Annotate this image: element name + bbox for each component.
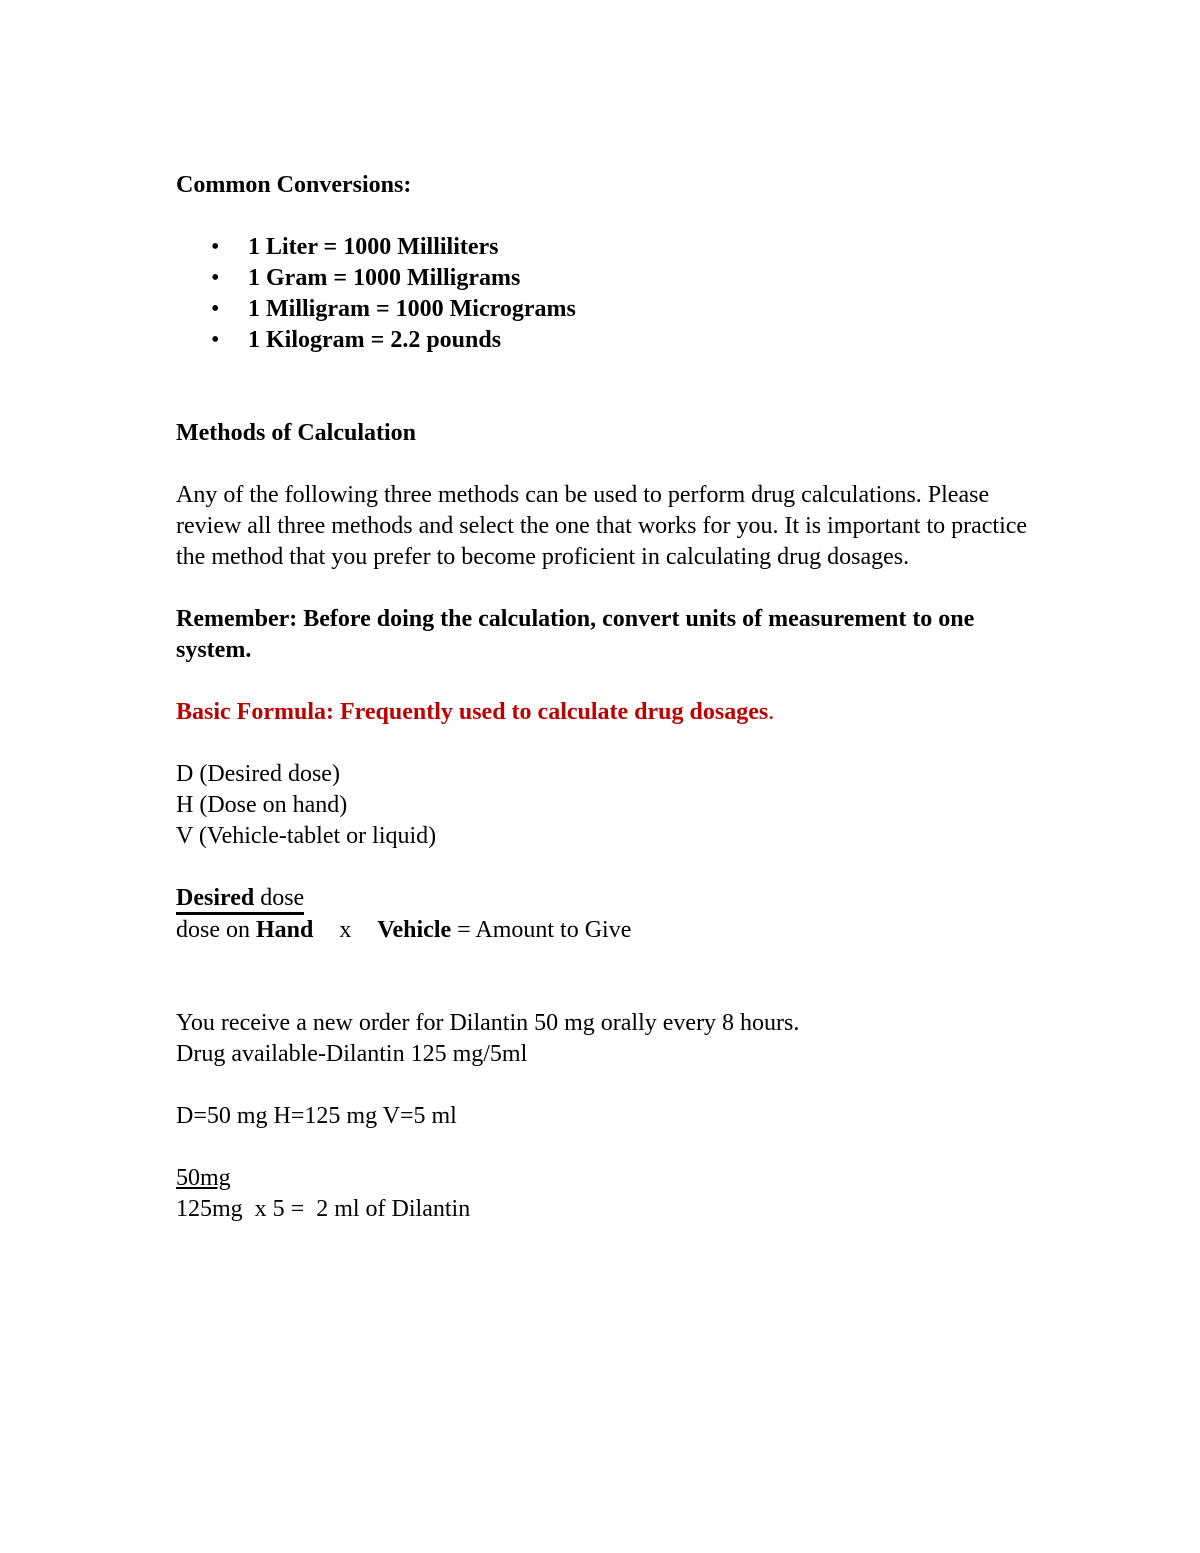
bullet-icon: • [211, 327, 220, 353]
list-item: • 1 Milligram = 1000 Micrograms [176, 294, 1036, 325]
bullet-icon: • [211, 265, 220, 291]
document-page [176, 170, 1036, 1225]
remember-note: Remember: Before doing the calculation, convert units of measurement to one system. [176, 606, 975, 663]
example-result: 125mg x 5 = 2 ml of Dilantin [176, 1196, 471, 1222]
list-item: • 1 Kilogram = 2.2 pounds [176, 325, 1036, 356]
example-values: D=50 mg H=125 mg V=5 ml [176, 1103, 457, 1129]
conversions-heading: Common Conversions: [176, 172, 412, 198]
example-numerator: 50mg [176, 1165, 231, 1191]
definition-vehicle: V (Vehicle-tablet or liquid) [176, 823, 437, 849]
bullet-icon: • [211, 234, 220, 260]
methods-intro: Any of the following three methods can be used to perform drug calculations. Please review all three methods and select the one that works for you. It is important to practice the method that you prefer to become proficient in calculating drug dosages. [176, 482, 1028, 570]
bullet-icon: • [211, 296, 220, 322]
list-item: • 1 Gram = 1000 Milligrams [176, 263, 1036, 294]
conversions-list [176, 232, 1036, 356]
methods-heading: Methods of Calculation [176, 420, 416, 446]
formula-denominator: dose on Hand x Vehicle = Amount to Give [176, 917, 632, 943]
list-item: • 1 Liter = 1000 Milliliters [176, 232, 1036, 263]
example-available: Drug available-Dilantin 125 mg/5ml [176, 1041, 528, 1067]
definition-hand: H (Dose on hand) [176, 792, 348, 818]
definition-desired: D (Desired dose) [176, 761, 340, 787]
basic-formula-title: Basic Formula: Frequently used to calculate drug dosages. [176, 699, 775, 725]
formula-numerator: Desired dose [176, 883, 1036, 915]
example-order: You receive a new order for Dilantin 50 mg orally every 8 hours. [176, 1010, 800, 1036]
